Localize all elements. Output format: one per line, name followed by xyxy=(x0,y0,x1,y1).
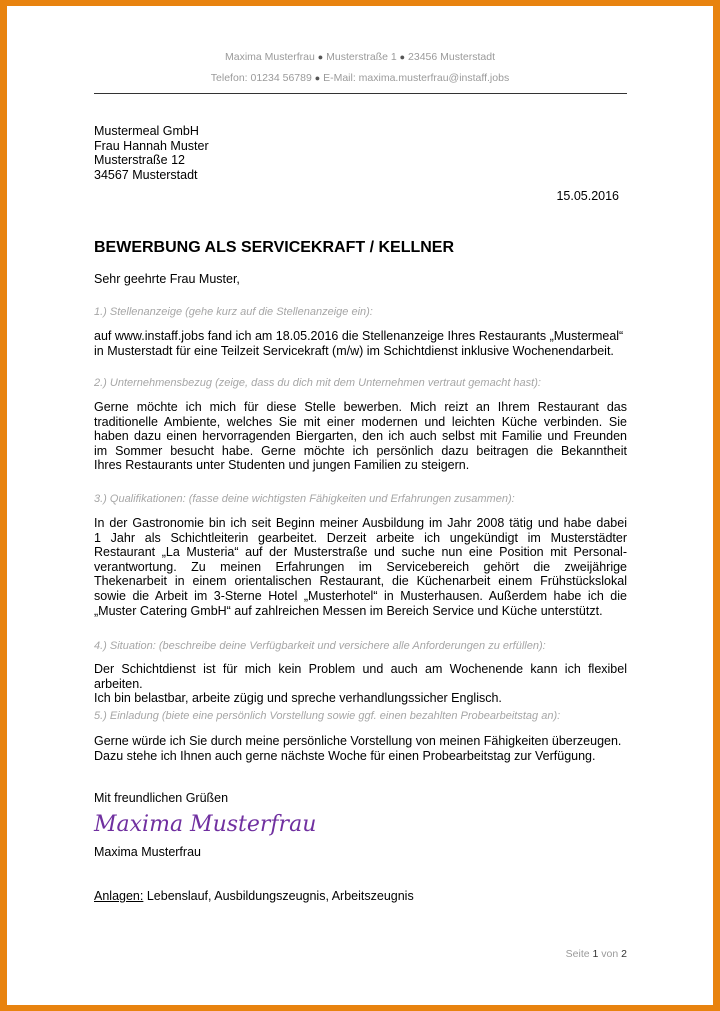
paragraph-line: Gerne würde ich Sie durch meine persönliche Vorstellung von meinen Fähigkeiten überzeugen. xyxy=(94,734,622,748)
section-paragraph xyxy=(94,516,627,618)
page-current: 1 xyxy=(592,948,599,960)
paragraph-line: In der Gastronomie bin ich seit Beginn meiner Ausbildung im Jahr 2008 tätig und habe dabei xyxy=(94,516,627,530)
recipient-contact: Frau Hannah Muster xyxy=(94,138,209,153)
header-divider xyxy=(94,93,627,94)
recipient-city: 34567 Musterstadt xyxy=(94,167,198,182)
paragraph-line: in Musterstadt für eine Teilzeit Servicekraft (m/w) im Schichtdienst inklusive Wochenendarbeit. xyxy=(94,343,614,358)
sender-city: 23456 Musterstadt xyxy=(408,51,495,63)
paragraph-line: haben dazu einen hervorragenden Biergarten, den ich auch selbst mit Familie und Freunden xyxy=(94,429,627,444)
paragraph-line: sowie die Arbeit im 3-Sterne Hotel „Musterhotel“ in Musterhausen. Außerdem habe ich die xyxy=(94,588,627,603)
sender-contact-line xyxy=(7,72,713,84)
paragraph-line: Restaurant „La Musteria“ auf der Musterstraße und suche nun eine Position mit Personal- xyxy=(94,545,627,560)
letter-subject: BEWERBUNG ALS SERVICEKRAFT / KELLNER xyxy=(94,239,455,256)
attachments-line xyxy=(94,889,414,903)
paragraph-line: traditionelle Ambiente, welches Sie mit einer modernen und leichten Küche verbinden. Sie xyxy=(94,414,627,429)
page-middle: von xyxy=(601,948,619,960)
paragraph-line: Der Schichtdienst ist für mich kein Problem und auch am Wochenende kann ich flexibel arbeiten. xyxy=(94,662,627,691)
closing-phrase: Mit freundlichen Grüßen xyxy=(94,791,229,805)
sender-email: E-Mail: maxima.musterfrau@instaff.jobs xyxy=(323,72,510,84)
section-paragraph xyxy=(94,400,627,473)
paragraph-line: verantwortung. Zu meinen Erfahrungen im Servicebereich gehört die zweijährige xyxy=(94,559,627,574)
section-hint: 5.) Einladung (biete eine persönlich Vorstellung sowie ggf. einen bezahlten Probearbeitstag an): xyxy=(94,710,561,722)
section-hint: 4.) Situation: (beschreibe deine Verfügbarkeit und versichere alle Anforderungen zu erfüllen): xyxy=(94,640,546,652)
section-hint: 3.) Qualifikationen: (fasse deine wichtigsten Fähigkeiten und Erfahrungen zusammen): xyxy=(94,493,515,505)
separator-dot: ● xyxy=(314,73,321,83)
letter-date: 15.05.2016 xyxy=(556,189,619,203)
sender-street: Musterstraße 1 xyxy=(326,51,397,63)
sender-phone: Telefon: 01234 56789 xyxy=(210,72,312,84)
separator-dot: ● xyxy=(399,52,406,62)
letter-page xyxy=(7,6,713,1005)
paragraph-line: auf www.instaff.jobs fand ich am 18.05.2016 die Stellenanzeige Ihres Restaurants „Mustermeal“ xyxy=(94,329,624,343)
page-number xyxy=(527,948,627,960)
recipient-street: Musterstraße 12 xyxy=(94,153,186,167)
section-paragraph xyxy=(94,662,627,706)
paragraph-line: Ihres Restaurants unter Studenten und jungen Familien zu steigern. xyxy=(94,458,470,473)
paragraph-line: Ich bin belastbar, arbeite zügig und spreche verhandlungssicher Englisch. xyxy=(94,691,502,706)
signature-name: Maxima Musterfrau xyxy=(94,845,201,859)
section-paragraph xyxy=(94,734,627,763)
paragraph-line: „Muster Catering GmbH“ auf zahlreichen Messen im Bereich Service und Küche unterstützt. xyxy=(94,603,603,618)
page-total: 2 xyxy=(621,948,627,960)
sender-address-line xyxy=(7,51,713,63)
paragraph-line: im Sommer besucht habe. Gerne möchte ich persönlich dazu beitragen die Bekanntheit xyxy=(94,443,627,458)
recipient-address xyxy=(94,124,209,182)
attachments-list: Lebenslauf, Ausbildungszeugnis, Arbeitszeugnis xyxy=(146,889,414,903)
signature: Maxima Musterfrau xyxy=(94,812,317,837)
page-prefix: Seite xyxy=(565,948,590,960)
section-hint: 2.) Unternehmensbezug (zeige, dass du dich mit dem Unternehmen vertraut gemacht hast): xyxy=(94,377,541,389)
paragraph-line: Gerne möchte ich mich für diese Stelle bewerben. Mich reizt an Ihrem Restaurant das xyxy=(94,400,627,414)
section-paragraph xyxy=(94,329,627,358)
paragraph-line: Dazu stehe ich Ihnen auch gerne nächste Woche für einen Probearbeitstag zur Verfügung. xyxy=(94,748,596,763)
separator-dot: ● xyxy=(317,52,324,62)
recipient-company: Mustermeal GmbH xyxy=(94,124,199,138)
section-hint: 1.) Stellenanzeige (gehe kurz auf die Stellenanzeige ein): xyxy=(94,306,373,318)
paragraph-line: 1 Jahr als Schichtleiterin gearbeitet. Derzeit arbeite ich ungekündigt im Musterstädter xyxy=(94,530,627,545)
paragraph-line: Thekenarbeit in einem orientalischen Restaurant, die Küchenarbeit einem Frühstückslokal xyxy=(94,574,627,589)
salutation: Sehr geehrte Frau Muster, xyxy=(94,272,240,286)
attachments-label: Anlagen: xyxy=(94,889,144,903)
sender-name: Maxima Musterfrau xyxy=(225,51,315,63)
